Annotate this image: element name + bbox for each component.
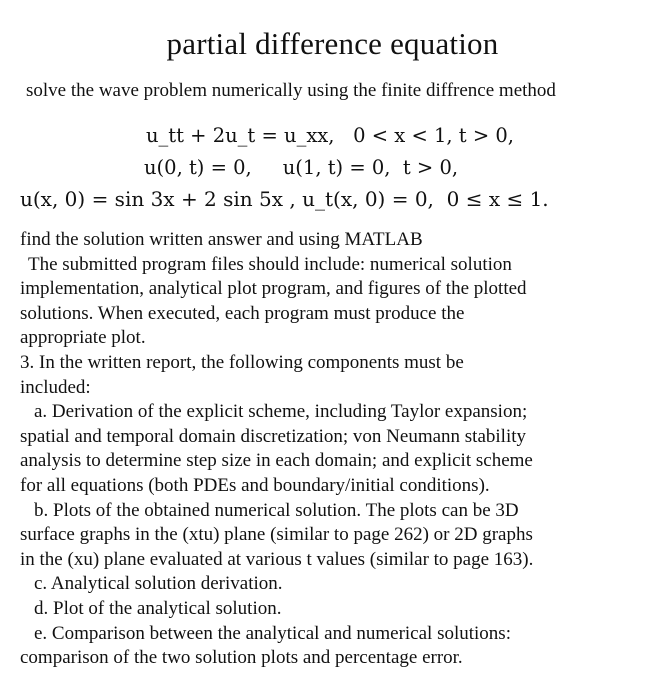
list-item-b: b. Plots of the obtained numerical solution. The plots can be 3D [34,499,519,521]
text-line: implementation, analytical plot program, and figures of the plotted [20,278,527,300]
text-line: The submitted program files should include: numerical solution [28,253,512,275]
text-line: included: [20,376,91,398]
text-line: surface graphs in the (xtu) plane (similar to page 262) or 2D graphs [20,524,533,546]
text-line: for all equations (both PDEs and boundary/initial conditions). [20,474,490,496]
text-line: solutions. When executed, each program must produce the [20,302,465,324]
page-title: partial difference equation [166,26,499,61]
list-item-a: a. Derivation of the explicit scheme, including Taylor expansion; [34,401,528,423]
instructions-text [20,228,645,671]
list-item-e: e. Comparison between the analytical and numerical solutions: [34,622,511,644]
text-line: spatial and temporal domain discretization; von Neumann stability [20,425,527,447]
equation-initial-conditions: u(x, 0) = sin 3x + 2 sin 5x , u_t(x, 0) = 0, 0 ≤ x ≤ 1. [20,187,549,211]
equation-pde: u_tt + 2u_t = u_xx, 0 < x < 1, t > 0, [146,124,514,147]
text-line: analysis to determine step size in each domain; and explicit scheme [20,450,533,472]
text-line: 3. In the written report, the following components must be [20,351,464,373]
list-item-d: d. Plot of the analytical solution. [34,597,282,619]
text-line: appropriate plot. [20,327,146,349]
text-line: find the solution written answer and using MATLAB [20,229,423,250]
equation-boundary-conditions: u(0, t) = 0, u(1, t) = 0, t > 0, [144,156,459,179]
text-line: in the (xu) plane evaluated at various t values (similar to page 163). [20,548,534,570]
text-line: comparison of the two solution plots and percentage error. [20,647,463,669]
list-item-c: c. Analytical solution derivation. [34,573,283,595]
problem-statement: solve the wave problem numerically using the finite diffrence method [26,80,556,101]
